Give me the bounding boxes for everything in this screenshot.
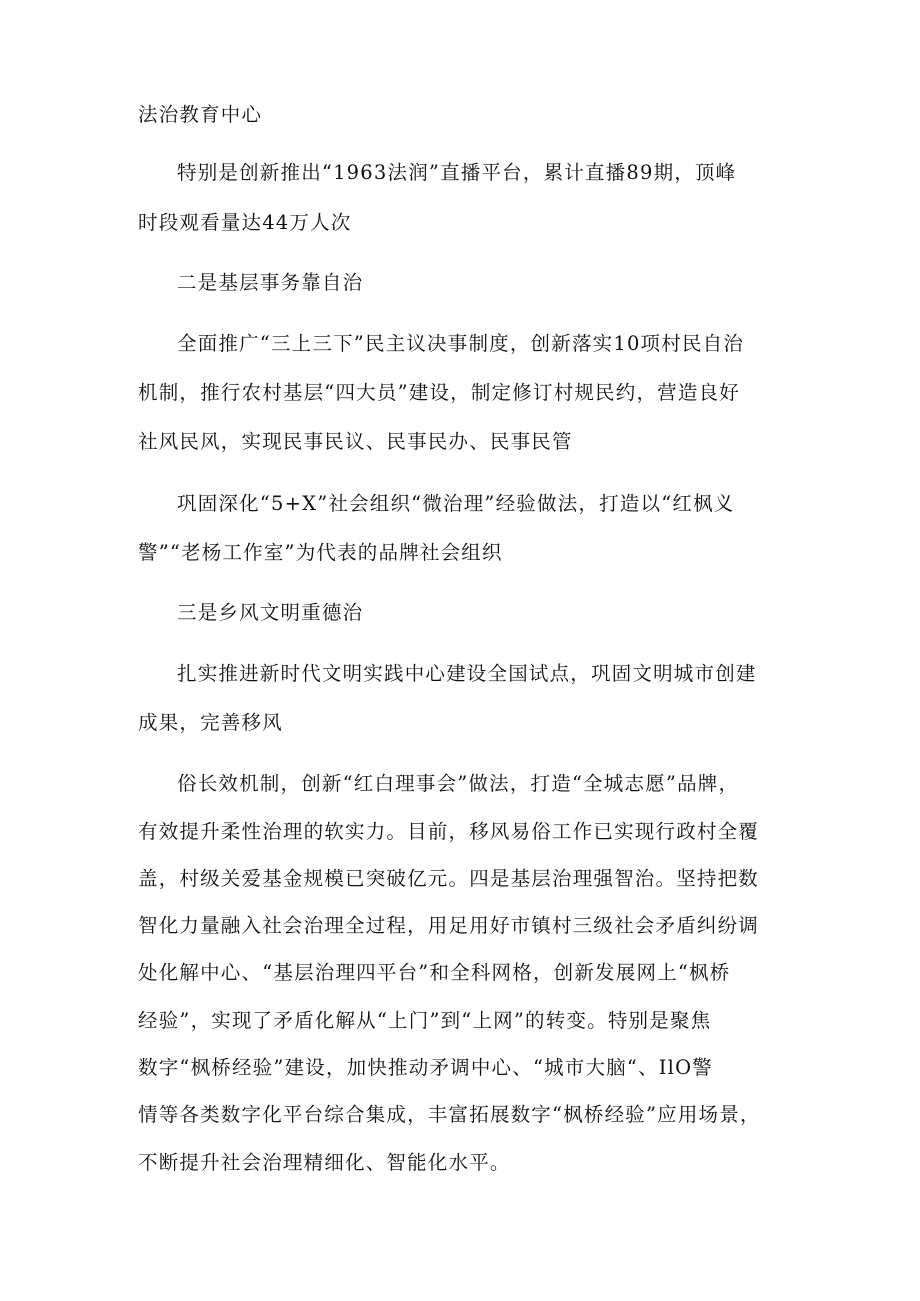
paragraph-line: 机制，推行农村基层“四大员”建设，制定修订村规民约，营造良好 (138, 381, 740, 404)
paragraph-line: 成果，完善移风 (138, 711, 283, 734)
paragraph-line: 扎实推进新时代文明实践中心建设全国试点，巩固文明城市创建 (177, 662, 757, 685)
paragraph-line: 特别是创新推出“1963法润”直播平台，累计直播89期，顶峰 (177, 161, 737, 184)
paragraph-line: 俗长效机制，创新“红白理事会”做法，打造“全城志愿”品牌， (177, 772, 740, 795)
paragraph-line: 时段观看量达44万人次 (138, 211, 352, 234)
paragraph-line: 不断提升社会治理精细化、智能化水平。 (138, 1151, 511, 1174)
paragraph-line: 盖，村级关爱基金规模已突破亿元。四是基层治理强智治。坚持把数 (138, 867, 760, 890)
section-heading: 三是乡风文明重德治 (177, 601, 364, 624)
paragraph-line: 警”“老杨工作室”为代表的品牌社会组织 (138, 541, 503, 564)
paragraph-line: 情等各类数字化平台综合集成，丰富拓展数字“枫桥经验”应用场景， (138, 1103, 761, 1126)
paragraph-line: 数字“枫桥经验”建设，加快推动矛调中心、“城市大脑“、IlO警 (138, 1056, 714, 1079)
paragraph-line: 智化力量融入社会治理全过程，用足用好市镇村三级社会矛盾纠纷调 (138, 914, 760, 937)
paragraph-line: 法治教育中心 (138, 103, 263, 126)
paragraph-line: 全面推广“三上三下”民主议决事制度，创新落实10项村民自治 (177, 332, 745, 355)
paragraph-line: 巩固深化“5+X”社会组织“微治理”经验做法，打造以“红枫义 (177, 492, 735, 515)
paragraph-line: 有效提升柔性治理的软实力。目前，移风易俗工作已实现行政村全覆 (138, 820, 760, 843)
paragraph-line: 社风民风，实现民事民议、民事民办、民事民管 (138, 430, 573, 453)
section-heading: 二是基层事务靠自治 (177, 271, 364, 294)
paragraph-line: 处化解中心、“基层治理四平台”和全科网格，创新发展网上“枫桥 (138, 961, 731, 984)
paragraph-line: 经验”，实现了矛盾化解从“上门”到“上网”的转变。特别是聚焦 (138, 1009, 712, 1032)
